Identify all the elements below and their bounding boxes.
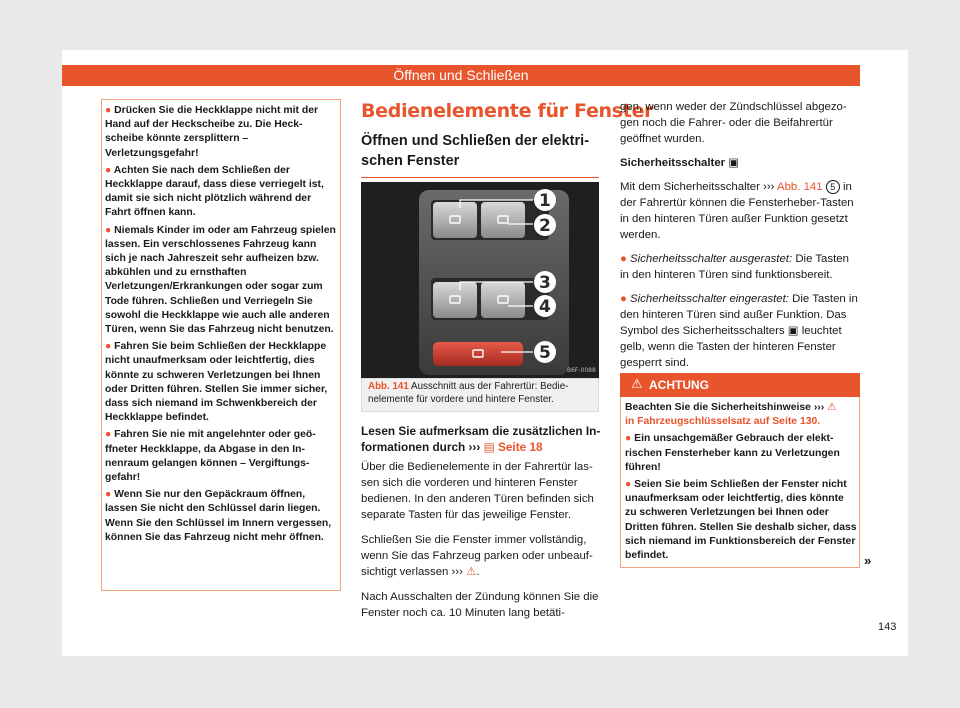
bullet-icon: ● [105, 164, 114, 176]
divider [361, 177, 599, 178]
read-note: Lesen Sie aufmerksam die zusätzlichen Informationen durch ››› ▤ Seite 18 [361, 424, 601, 454]
warning-item: ● Fahren Sie beim Schließen der Heckklappe nicht unaufmerksam oder leichtfertig, dies könnte zu schweren Verletzungen bei Ihnen oder Dritten führen. Stellen Sie immer sicher, dass sich niemand im Schwenkbereich der Heckklappe befindet. [105, 341, 328, 424]
paragraph: Nach Ausschalten der Zündung können Sie die Fenster noch ca. 10 Minuten lang betäti- [361, 591, 599, 619]
window-switch-rear-right [481, 282, 525, 318]
figure-caption [368, 381, 596, 406]
caution-header: ⚠ ACHTUNG [620, 373, 860, 397]
caution-text [625, 401, 857, 566]
window-controls-illustration [361, 182, 599, 378]
bullet-icon: ● [105, 105, 115, 116]
warning-item: ● Achten Sie nach dem Schließen der Heckklappe darauf, dass diese verriegelt ist, damit sie sich nicht plötzlich während der Fahrt öffnen kann. [105, 164, 324, 219]
figure-code: B6F-0088 [567, 367, 596, 374]
warning-list [105, 104, 337, 548]
bullet-icon: ● [105, 429, 115, 441]
child-lock-icon: ▣ [787, 325, 799, 337]
figure-reference-link[interactable]: Abb. 141 [777, 181, 823, 193]
warning-triangle-icon: ⚠ [631, 376, 643, 391]
section-title: Bedienelemente für Fenster [361, 100, 654, 122]
paragraph: Schließen Sie die Fenster immer vollständig, wenn Sie das Fahrzeug parken oder unbeaufsichtigt verlassen ››› ⚠. [361, 534, 593, 578]
caution-item: ● Seien Sie beim Schließen der Fenster nicht unaufmerksam oder leichtfertig, dies könnte zu schweren Verletzungen bei Ihnen oder Dritten führen. Stellen Sie deshalb sicher, dass sich niemand im Funktionsbereich der Fenster befindet. [625, 479, 857, 562]
callout-1: 1 [539, 191, 551, 211]
warning-triangle-icon: ⚠ [466, 566, 477, 578]
window-switch-front-left [433, 202, 477, 238]
list-item: ● Sicherheitsschalter ausgerastet: Die Tasten in den hinteren Türen sind funktionsbereit. [620, 253, 849, 281]
bullet-icon: ● [105, 489, 115, 501]
caption-label: Abb. 141 [368, 381, 409, 392]
page-number: 143 [878, 621, 897, 633]
caution-item: ● Ein unsachgemäßer Gebrauch der elektrischen Fensterheber kann zu Verletzungen führen! [625, 433, 840, 473]
list-item: ● Sicherheitsschalter eingerastet: Die Tasten in den hinteren Türen sind außer Funktion. Das Symbol des Sicherheitsschalters ▣ leuchtet gelb, wenn die Tasten der hinteren Fenster gesperrt sind. [620, 293, 858, 369]
bullet-icon: ● [105, 341, 115, 353]
callout-4: 4 [539, 297, 551, 317]
warning-item: ● Fahren Sie nie mit angelehnter oder geöffneter Heckklappe, da Abgase in den Innenraum gelangen können – Vergiftungsgefahr! [105, 429, 316, 484]
safety-heading: Sicherheitsschalter ▣ [620, 157, 740, 169]
safety-switch [433, 342, 523, 366]
read-note-link[interactable]: Seite 18 [498, 440, 543, 454]
middle-body [361, 459, 603, 630]
right-body [620, 99, 860, 379]
window-switch-front-right [481, 202, 525, 238]
callout-3: 3 [539, 273, 551, 293]
window-switch-rear-left [433, 282, 477, 318]
paragraph: gen, wenn weder der Zündschlüssel abgezogen noch die Fahrer- oder die Beifahrertür geöffnet wurden. [620, 101, 847, 145]
subsection-title: Öffnen und Schließen der elektrischen Fenster [361, 133, 590, 169]
caption-text: Ausschnitt aus der Fahrertür: Bedienelemente für vordere und hintere Fenster. [368, 381, 569, 405]
warning-triangle-icon: ⚠ [827, 402, 837, 413]
callout-5: 5 [539, 343, 551, 363]
warning-item: ● Wenn Sie nur den Gepäckraum öffnen, lassen Sie nicht den Schlüssel darin liegen. Wenn Sie den Schlüssel im Innern vergessen, können Sie das Fahrzeug nicht mehr öffnen. [105, 489, 332, 543]
book-icon: ▤ [483, 440, 495, 454]
paragraph: Über die Bedienelemente in der Fahrertür lassen sich die vorderen und hinteren Fenster bedienen. In den anderen Türen befinden sich separate Tasten für das jeweilige Fenster. [361, 461, 594, 521]
callout-ref-5: 5 [826, 180, 840, 194]
child-lock-icon: ▣ [728, 157, 740, 169]
warning-item: ● Drücken Sie die Heckklappe nicht mit der Hand auf der Heckscheibe zu. Die Heckscheibe könnte zersplittern – Verletzungsgefahr! [105, 105, 319, 159]
chapter-header: Öffnen und Schließen [62, 65, 860, 86]
caution-intro: Beachten Sie die Sicherheitshinweise ››› ⚠ in Fahrzeugschlüsselsatz auf Seite 130. [625, 402, 837, 428]
continued-mark: » [864, 553, 872, 568]
callout-2: 2 [539, 216, 551, 236]
bullet-icon: ● [105, 224, 115, 236]
paragraph: Mit dem Sicherheitsschalter ››› Abb. 141 5 in der Fahrertür können die Fensterheber-Tasten in den hinteren Türen außer Funktion gesetzt werden. [620, 181, 854, 241]
figure-window-controls [361, 182, 599, 378]
warning-item: ● Niemals Kinder im oder am Fahrzeug spielen lassen. Ein verschlossenes Fahrzeug kann sich je nach Jahreszeit sehr aufheizen bzw. abkühlen und zu ernsthaften Verletzungen/Erkrankungen oder sogar zum Tode führen. Schließen und Verriegeln Sie sowohl die Heckklappe wie auch alle anderen Türen, wenn Sie das Fahrzeug nicht benutzen. [105, 224, 336, 336]
